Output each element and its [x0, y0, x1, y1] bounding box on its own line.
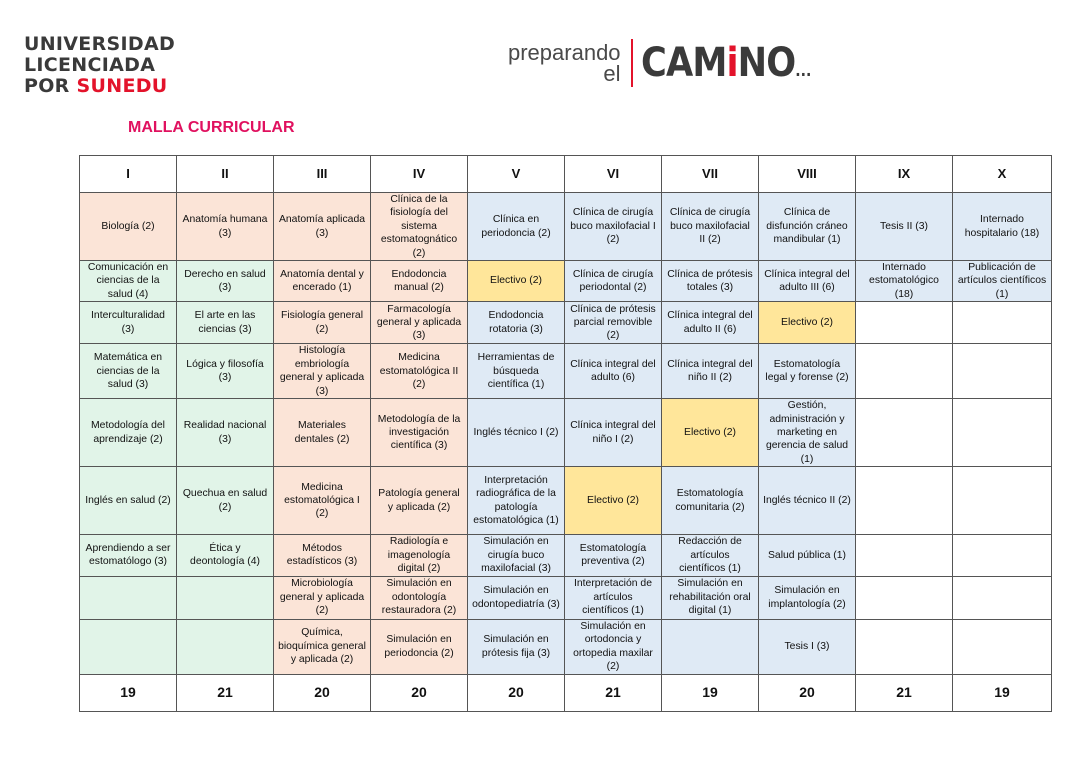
table-row	[80, 302, 1052, 344]
course-cell: Salud pública (1)	[759, 535, 856, 576]
course-cell: Endodoncia manual (2)	[371, 261, 468, 302]
semester-header: I	[80, 156, 177, 193]
course-cell: Anatomía dental y encerado (1)	[274, 261, 371, 302]
logo-camino	[641, 40, 811, 86]
course-cell: Estomatología comunitaria (2)	[662, 467, 759, 535]
universidad-licenciada-logo	[24, 34, 175, 97]
course-cell: Electivo (2)	[662, 399, 759, 467]
table-row	[80, 193, 1052, 261]
semester-header: X	[953, 156, 1052, 193]
credit-total: 20	[274, 674, 371, 711]
table-row	[80, 399, 1052, 467]
course-cell: Inglés técnico I (2)	[468, 399, 565, 467]
course-cell: Quechua en salud (2)	[177, 467, 274, 535]
course-cell: Medicina estomatológica I (2)	[274, 467, 371, 535]
logo-line-3-prefix: POR	[24, 75, 77, 97]
page-title: MALLA CURRICULAR	[128, 119, 295, 136]
course-cell: Clínica integral del adulto (6)	[565, 344, 662, 399]
course-cell: Simulación en implantología (2)	[759, 576, 856, 619]
empty-cell	[856, 344, 953, 399]
credit-total: 21	[565, 674, 662, 711]
course-cell: Comunicación en ciencias de la salud (4)	[80, 261, 177, 302]
course-cell: Clínica de disfunción cráneo mandibular (1)	[759, 193, 856, 261]
course-cell: Materiales dentales (2)	[274, 399, 371, 467]
course-cell: Simulación en prótesis fija (3)	[468, 619, 565, 674]
empty-cell	[953, 619, 1052, 674]
course-cell: Tesis II (3)	[856, 193, 953, 261]
logo-camino-dots: ...	[794, 61, 811, 80]
course-cell: Gestión, administración y marketing en gerencia de salud (1)	[759, 399, 856, 467]
semester-header-row	[80, 156, 1052, 193]
course-cell: Electivo (2)	[759, 302, 856, 344]
course-cell: Clínica integral del niño II (2)	[662, 344, 759, 399]
table-row	[80, 619, 1052, 674]
table-row	[80, 344, 1052, 399]
course-cell: Estomatología preventiva (2)	[565, 535, 662, 576]
course-cell: Clínica integral del adulto III (6)	[759, 261, 856, 302]
credit-total: 19	[662, 674, 759, 711]
course-cell: Clínica integral del adulto II (6)	[662, 302, 759, 344]
semester-header: II	[177, 156, 274, 193]
credit-total: 21	[177, 674, 274, 711]
course-cell: Interpretación radiográfica de la patología estomatológica (1)	[468, 467, 565, 535]
empty-cell	[953, 302, 1052, 344]
course-cell: Microbiología general y aplicada (2)	[274, 576, 371, 619]
course-cell: Aprendiendo a ser estomatólogo (3)	[80, 535, 177, 576]
empty-cell	[953, 344, 1052, 399]
course-cell: Redacción de artículos científicos (1)	[662, 535, 759, 576]
course-cell: Metodología de la investigación científica (3)	[371, 399, 468, 467]
table-row	[80, 535, 1052, 576]
logo-camino-a: CAM	[640, 40, 727, 86]
course-cell: Clínica de la fisiología del sistema estomatognático (2)	[371, 193, 468, 261]
preparando-el-camino-logo	[508, 38, 834, 88]
empty-cell	[177, 619, 274, 674]
course-cell: Ética y deontología (4)	[177, 535, 274, 576]
empty-cell	[662, 619, 759, 674]
course-cell: Clínica de cirugía buco maxilofacial I (2)	[565, 193, 662, 261]
empty-cell	[856, 576, 953, 619]
logo-sunedu: SUNEDU	[76, 75, 168, 97]
empty-cell	[80, 619, 177, 674]
empty-cell	[856, 399, 953, 467]
course-cell: Histología embriología general y aplicada (3)	[274, 344, 371, 399]
semester-header: IX	[856, 156, 953, 193]
table-row	[80, 467, 1052, 535]
course-cell: Simulación en periodoncia (2)	[371, 619, 468, 674]
logo-line-3	[24, 76, 175, 97]
table-row	[80, 261, 1052, 302]
empty-cell	[856, 619, 953, 674]
course-cell: Internado estomatológico (18)	[856, 261, 953, 302]
empty-cell	[856, 302, 953, 344]
credit-total: 20	[371, 674, 468, 711]
credit-total: 20	[759, 674, 856, 711]
logo-line-1: UNIVERSIDAD	[24, 33, 176, 55]
course-cell: Anatomía aplicada (3)	[274, 193, 371, 261]
course-cell: Farmacología general y aplicada (3)	[371, 302, 468, 344]
course-cell: Clínica de cirugía periodontal (2)	[565, 261, 662, 302]
course-cell: Simulación en ortodoncia y ortopedia maxilar (2)	[565, 619, 662, 674]
logo-small-preparando: preparando	[508, 40, 621, 65]
course-cell: Interpretación de artículos científicos (1)	[565, 576, 662, 619]
logo-divider	[631, 39, 633, 87]
curriculum-table	[79, 155, 1052, 712]
course-cell: Interculturalidad (3)	[80, 302, 177, 344]
empty-cell	[953, 399, 1052, 467]
course-cell: Realidad nacional (3)	[177, 399, 274, 467]
course-cell: Clínica integral del niño I (2)	[565, 399, 662, 467]
course-cell: Electivo (2)	[468, 261, 565, 302]
course-cell: Fisiología general (2)	[274, 302, 371, 344]
empty-cell	[177, 576, 274, 619]
course-cell: Clínica de prótesis parcial removible (2)	[565, 302, 662, 344]
course-cell: Endodoncia rotatoria (3)	[468, 302, 565, 344]
course-cell: Simulación en rehabilitación oral digital (1)	[662, 576, 759, 619]
course-cell: Medicina estomatológica II (2)	[371, 344, 468, 399]
course-cell: Derecho en salud (3)	[177, 261, 274, 302]
empty-cell	[856, 535, 953, 576]
course-cell: El arte en las ciencias (3)	[177, 302, 274, 344]
course-cell: Inglés en salud (2)	[80, 467, 177, 535]
logo-camino-i: i	[726, 40, 738, 86]
course-cell: Clínica en periodoncia (2)	[468, 193, 565, 261]
course-cell: Matemática en ciencias de la salud (3)	[80, 344, 177, 399]
course-cell: Clínica de prótesis totales (3)	[662, 261, 759, 302]
empty-cell	[953, 467, 1052, 535]
course-cell: Química, bioquímica general y aplicada (2)	[274, 619, 371, 674]
course-cell: Simulación en cirugía buco maxilofacial (3)	[468, 535, 565, 576]
course-cell: Anatomía humana (3)	[177, 193, 274, 261]
credit-total: 19	[953, 674, 1052, 711]
course-cell: Inglés técnico II (2)	[759, 467, 856, 535]
course-cell: Herramientas de búsqueda científica (1)	[468, 344, 565, 399]
credit-total: 20	[468, 674, 565, 711]
course-cell: Radiología e imagenología digital (2)	[371, 535, 468, 576]
empty-cell	[80, 576, 177, 619]
logo-small-text	[508, 42, 627, 84]
course-cell: Internado hospitalario (18)	[953, 193, 1052, 261]
semester-header: V	[468, 156, 565, 193]
semester-header: IV	[371, 156, 468, 193]
course-cell: Tesis I (3)	[759, 619, 856, 674]
course-cell: Publicación de artículos científicos (1)	[953, 261, 1052, 302]
empty-cell	[953, 576, 1052, 619]
course-rows	[80, 193, 1052, 712]
table-row	[80, 576, 1052, 619]
credit-totals-row	[80, 674, 1052, 711]
course-cell: Electivo (2)	[565, 467, 662, 535]
semester-header: VII	[662, 156, 759, 193]
semester-header: VIII	[759, 156, 856, 193]
course-cell: Clínica de cirugía buco maxilofacial II (2)	[662, 193, 759, 261]
course-cell: Lógica y filosofía (3)	[177, 344, 274, 399]
credit-total: 21	[856, 674, 953, 711]
course-cell: Simulación en odontopediatría (3)	[468, 576, 565, 619]
logo-small-el: el	[603, 61, 621, 86]
course-cell: Patología general y aplicada (2)	[371, 467, 468, 535]
semester-header: VI	[565, 156, 662, 193]
course-cell: Biología (2)	[80, 193, 177, 261]
empty-cell	[856, 467, 953, 535]
credit-total: 19	[80, 674, 177, 711]
logo-line-2: LICENCIADA	[24, 54, 156, 76]
course-cell: Estomatología legal y forense (2)	[759, 344, 856, 399]
empty-cell	[953, 535, 1052, 576]
semester-header: III	[274, 156, 371, 193]
logo-camino-b: NO	[737, 40, 795, 86]
course-cell: Métodos estadísticos (3)	[274, 535, 371, 576]
course-cell: Simulación en odontología restauradora (2)	[371, 576, 468, 619]
course-cell: Metodología del aprendizaje (2)	[80, 399, 177, 467]
